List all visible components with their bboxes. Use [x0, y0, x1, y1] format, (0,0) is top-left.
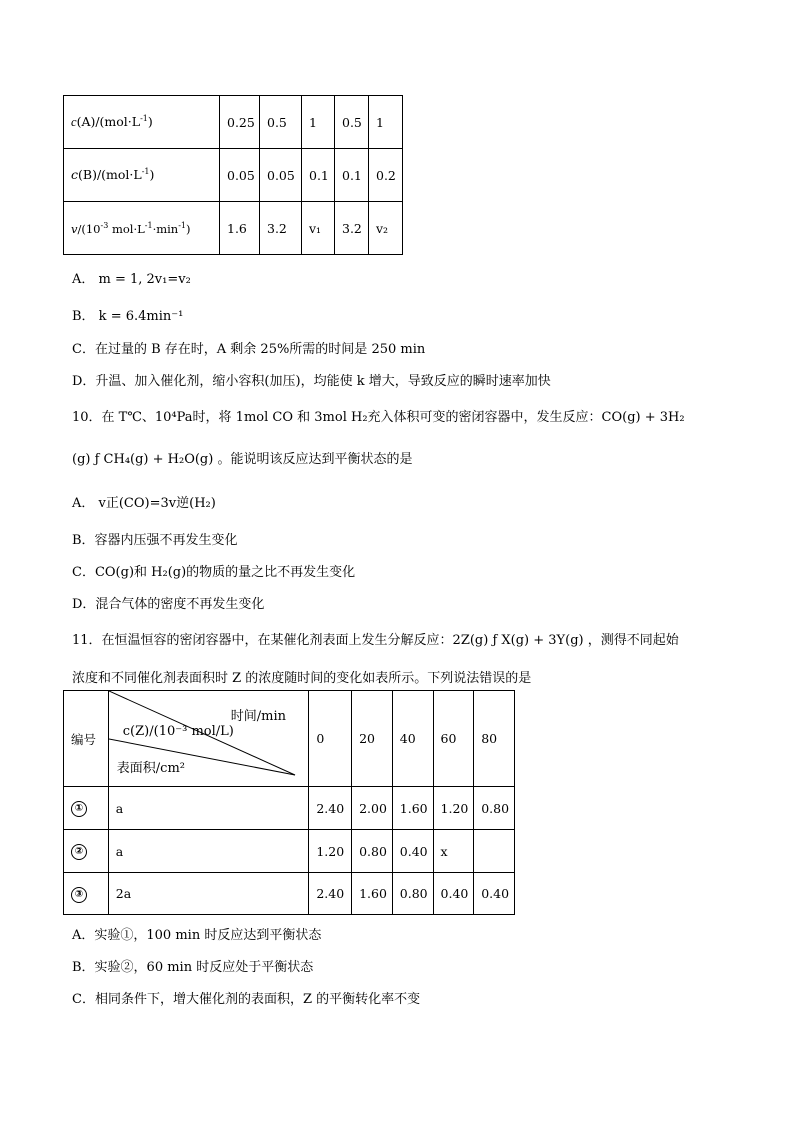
cell: 1: [302, 96, 335, 149]
header-time-40: 40: [392, 691, 433, 787]
cell: 1.60: [352, 873, 393, 915]
cell: 0.2: [369, 149, 403, 202]
header-time: 时间/min: [230, 709, 287, 724]
q10-stem-line1: 10．在 T℃、10⁴Pa时，将 1mol CO 和 3mol H₂充入体积可变的密闭容器中，发生反应：CO(g) + 3H₂: [72, 410, 685, 425]
header-conc: c(Z)/(10⁻³ mol/L): [122, 724, 234, 739]
cell: 0.05: [220, 149, 260, 202]
q10-stem-line2: (g) ƒ CH₄(g) + H₂O(g) 。能说明该反应达到平衡状态的是: [72, 452, 413, 467]
table-row: [64, 873, 515, 915]
concentration-table: [63, 690, 515, 914]
cell: 1: [369, 96, 403, 149]
row-label: $c(A)/(mol\cdot L^{-1})$: [64, 96, 220, 149]
cell: 0.1: [302, 149, 335, 202]
q11-option-c: C．相同条件下，增大催化剂的表面积，Z 的平衡转化率不变: [72, 992, 421, 1007]
header-id: 编号: [64, 691, 109, 787]
header-time-20: 20: [352, 691, 393, 787]
cell: 0.5: [260, 96, 302, 149]
header-time-0: 0: [309, 691, 352, 787]
cell: 2.40: [309, 873, 352, 915]
cell: 0.05: [260, 149, 302, 202]
cell: 0.40: [392, 830, 433, 873]
cell: 0.80: [352, 830, 393, 873]
cell: 0.80: [474, 787, 515, 830]
cell: x: [433, 830, 474, 873]
row-label: $v/(10^{-3}$ $mol\cdot L^{-1}\cdot\min^{-1}$): [64, 202, 220, 255]
header-time-60: 60: [433, 691, 474, 787]
row-label: $c(B)/(mol\cdot L^{-1})$: [64, 149, 220, 202]
cell: 0.80: [392, 873, 433, 915]
cell: v₁: [302, 202, 335, 255]
cell: 2.40: [309, 787, 352, 830]
table-row: [64, 830, 515, 873]
cell: 1.6: [220, 202, 260, 255]
q11-stem-line2: 浓度和不同催化剂表面积时 Z 的浓度随时间的变化如表所示。下列说法错误的是: [72, 671, 532, 686]
q10-option-b: B．容器内压强不再发生变化: [72, 533, 238, 548]
header-diagonal-cell: [108, 691, 309, 787]
q11-stem-line1: 11．在恒温恒容的密闭容器中，在某催化剂表面上发生分解反应：2Z(g) ƒ X(g) + 3Y(g) ，测得不同起始: [72, 633, 679, 648]
cell: 1.20: [433, 787, 474, 830]
q10-option-c: C．CO(g)和 H₂(g)的物质的量之比不再发生变化: [72, 565, 356, 580]
header-time-80: 80: [474, 691, 515, 787]
rate-table: [63, 95, 403, 255]
cell: v₂: [369, 202, 403, 255]
row-area: 2a: [108, 873, 309, 915]
q11-option-b: B．实验②，60 min 时反应处于平衡状态: [72, 960, 314, 975]
header-area: 表面积/cm²: [116, 761, 185, 776]
cell: [474, 830, 515, 873]
row-area: a: [108, 787, 309, 830]
q9-option-d: D．升温、加入催化剂，缩小容积(加压)，均能使 k 增大，导致反应的瞬时速率加快: [72, 374, 551, 389]
cell: 0.25: [220, 96, 260, 149]
cell: 0.40: [474, 873, 515, 915]
cell: 1.20: [309, 830, 352, 873]
q11-option-a: A．实验①，100 min 时反应达到平衡状态: [72, 928, 322, 943]
cell: 0.1: [335, 149, 369, 202]
q9-option-c: C．在过量的 B 存在时，A 剩余 25%所需的时间是 250 min: [72, 342, 426, 357]
row-id: ①: [64, 787, 109, 830]
cell: 2.00: [352, 787, 393, 830]
q10-option-a: A． v正(CO)=3v逆(H₂): [72, 496, 216, 511]
cell: 3.2: [260, 202, 302, 255]
cell: 1.60: [392, 787, 433, 830]
row-id: ②: [64, 830, 109, 873]
cell: 0.5: [335, 96, 369, 149]
q9-option-b: B． k = 6.4min⁻¹: [72, 309, 184, 324]
cell: 0.40: [433, 873, 474, 915]
table-row: [64, 787, 515, 830]
cell: 3.2: [335, 202, 369, 255]
row-id: ③: [64, 873, 109, 915]
row-area: a: [108, 830, 309, 873]
q9-option-a: A． m = 1, 2v₁=v₂: [72, 272, 191, 287]
q10-option-d: D．混合气体的密度不再发生变化: [72, 597, 265, 612]
